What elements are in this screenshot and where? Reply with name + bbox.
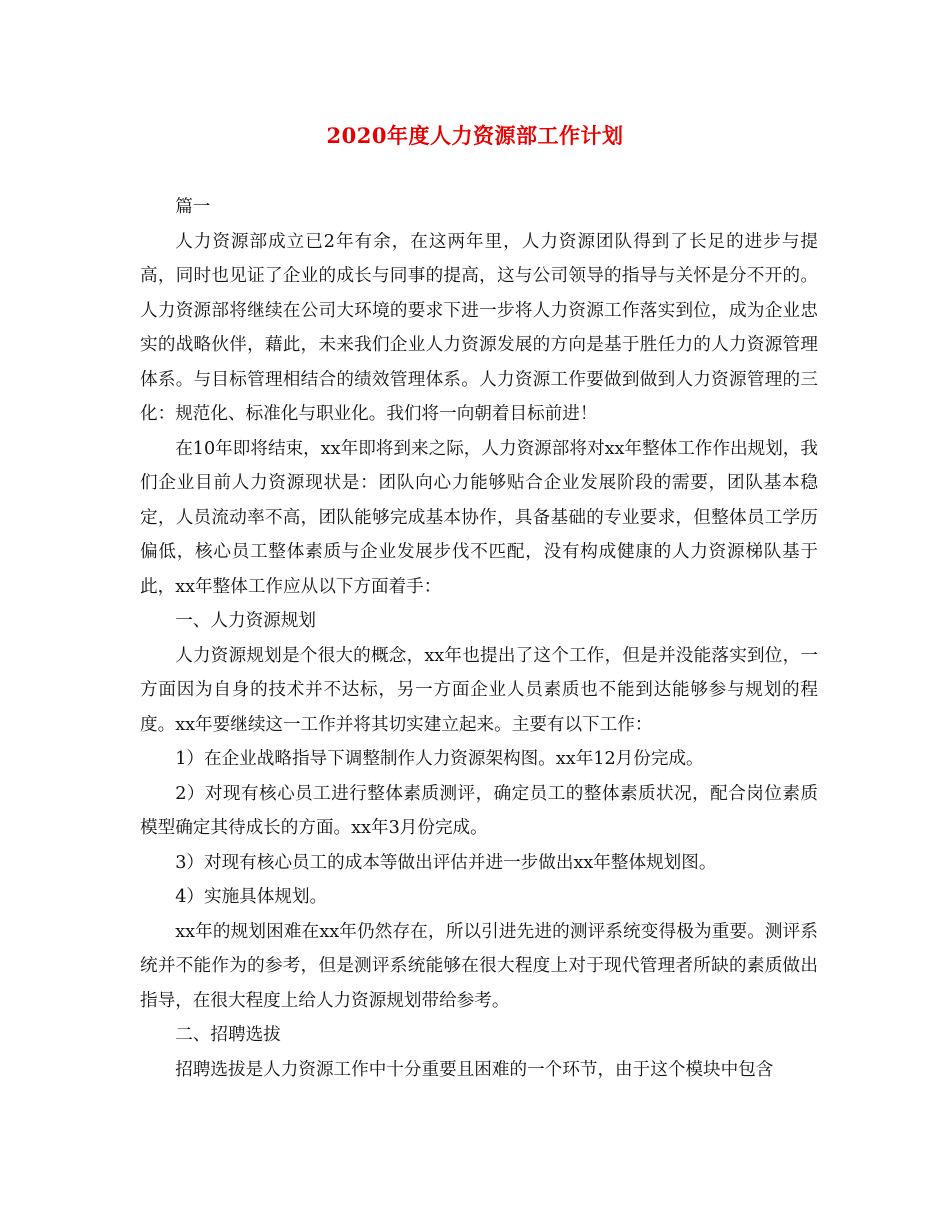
list-item: 1）在企业战略指导下调整制作人力资源架构图。xx年12月份完成。: [175, 749, 704, 769]
section-label: 篇一: [175, 197, 211, 217]
list-item: 2）对现有核心员工进行整体素质测评，确定员工的整体素质状况，配合岗位素质模型确定其待成长的方面。xx年3月份完成。: [140, 783, 818, 838]
section-heading: 一、人力资源规划: [175, 611, 316, 631]
paragraph: 人力资源部成立已2年有余，在这两年里，人力资源团队得到了长足的进步与提高，同时也见证了企业的成长与同事的提高，这与公司领导的指导与关怀是分不开的。人力资源部将继续在公司大环境的要求下进一步将人力资源工作落实到位，成为企业忠实的战略伙伴，藉此，未来我们企业人力资源发展的方向是基于胜任力的人力资源管理体系。与目标管理相结合的绩效管理体系。人力资源工作要做到做到人力资源管理的三化：规范化、标准化与职业化。我们将一向朝着目标前进！: [140, 231, 818, 424]
section-heading: 二、招聘选拔: [175, 1025, 281, 1045]
document-body: [140, 190, 818, 1087]
paragraph: 在10年即将结束，xx年即将到来之际，人力资源部将对xx年整体工作作出规划，我们企业目前人力资源现状是：团队向心力能够贴合企业发展阶段的需要，团队基本稳定，人员流动率不高，团队能够完成基本协作，具备基础的专业要求，但整体员工学历偏低，核心员工整体素质与企业发展步伐不匹配，没有构成健康的人力资源梯队基于此，xx年整体工作应从以下方面着手：: [140, 438, 818, 597]
paragraph: 人力资源规划是个很大的概念，xx年也提出了这个工作，但是并没能落实到位，一方面因为自身的技术并不达标，另一方面企业人员素质也不能到达能够参与规划的程度。xx年要继续这一工作并将其切实建立起来。主要有以下工作：: [140, 645, 818, 735]
list-item: 3）对现有核心员工的成本等做出评估并进一步做出xx年整体规划图。: [175, 852, 717, 873]
paragraph: xx年的规划困难在xx年仍然存在，所以引进先进的测评系统变得极为重要。测评系统并不能作为的参考，但是测评系统能够在很大程度上对于现代管理者所缺的素质做出指导，在很大程度上给人力资源规划带给参考。: [140, 921, 818, 1011]
document-title: 2020年度人力资源部工作计划: [326, 123, 624, 148]
list-item: 4）实施具体规划。: [175, 887, 328, 907]
paragraph: 招聘选拔是人力资源工作中十分重要且困难的一个环节，由于这个模块中包含: [175, 1059, 774, 1080]
